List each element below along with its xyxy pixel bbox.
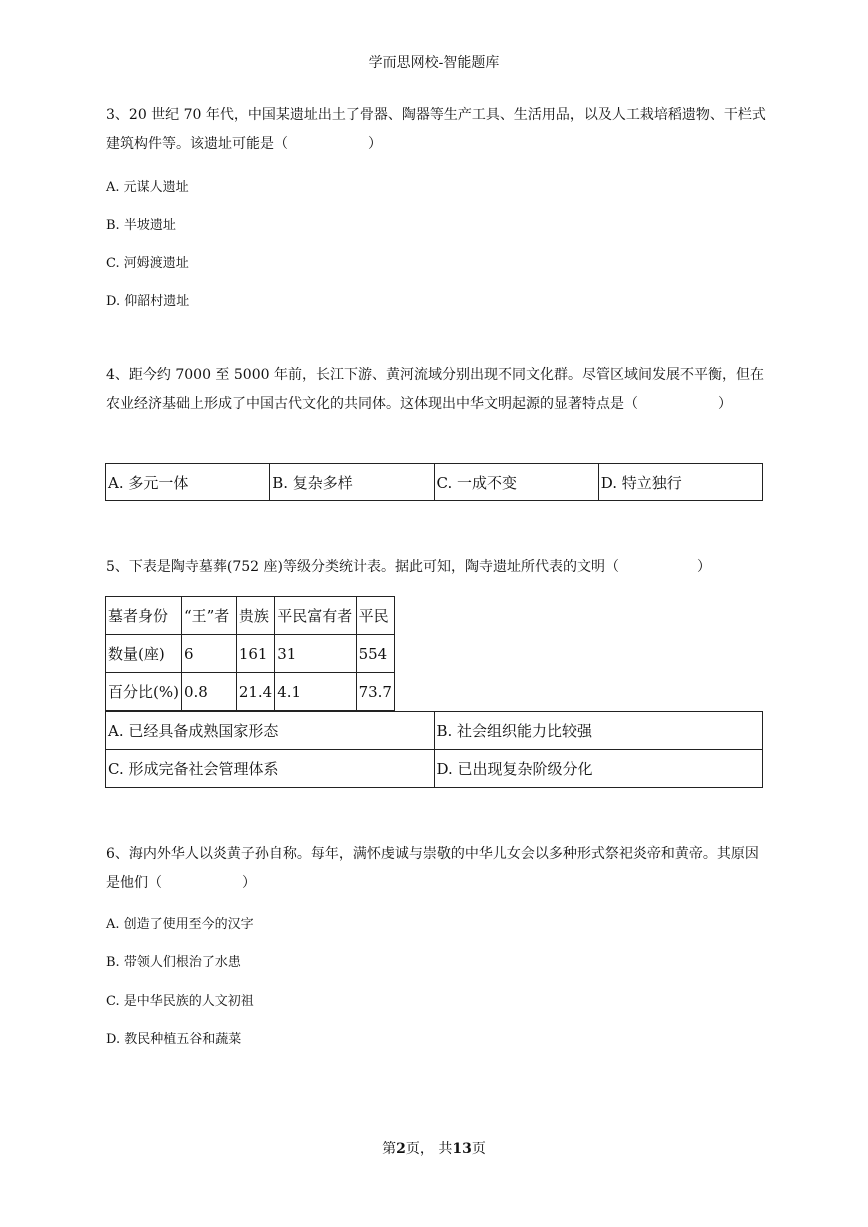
question-3-paren: ） — [368, 136, 382, 152]
table-cell: 数量(座) — [106, 635, 182, 673]
question-4-options-table — [105, 463, 763, 501]
question-5-data-table — [105, 596, 395, 711]
question-6-paren: ） — [242, 875, 256, 891]
table-cell: 墓者身份 — [106, 597, 182, 635]
table-cell: 554 — [356, 635, 394, 673]
table-row — [106, 635, 395, 673]
footer-suffix: 页 — [471, 1141, 486, 1157]
table-cell: 0.8 — [181, 673, 236, 711]
table-cell: 平民 — [356, 597, 394, 635]
question-3-option-a: A. 元谋人遗址 — [106, 180, 189, 195]
table-row — [106, 673, 395, 711]
table-cell: 平民富有者 — [275, 597, 356, 635]
question-4-option-c: C. 一成不变 — [434, 464, 598, 501]
question-5-option-a: A. 已经具备成熟国家形态 — [106, 712, 435, 750]
question-5-text: 5、下表是陶寺墓葬(752 座)等级分类统计表。据此可知，陶寺遗址所代表的文明（ — [106, 559, 620, 575]
question-5-options-table — [105, 711, 763, 788]
question-3-option-d: D. 仰韶村遗址 — [106, 294, 190, 309]
question-4-option-d: D. 特立独行 — [598, 464, 762, 501]
page-header: 学而思网校-智能题库 — [368, 55, 500, 71]
footer-mid: 页， 共 — [405, 1141, 453, 1157]
table-cell: 6 — [181, 635, 236, 673]
question-6-option-c: C. 是中华民族的人文初祖 — [106, 994, 254, 1009]
table-cell: “王”者 — [181, 597, 236, 635]
question-6-option-b: B. 带领人们根治了水患 — [106, 955, 241, 970]
question-5-stem — [106, 553, 766, 582]
footer-total-pages: 13 — [452, 1141, 472, 1157]
question-3-text: 3、20 世纪 70 年代，中国某遗址出土了骨器、陶器等生产工具、生活用品，以及人工栽培稻遗物、干栏式建筑构件等。该遗址可能是（ — [106, 107, 766, 152]
question-5-paren: ） — [697, 559, 712, 575]
table-cell: 161 — [236, 635, 274, 673]
table-cell: 贵族 — [236, 597, 274, 635]
table-cell: 31 — [275, 635, 356, 673]
question-6-option-d: D. 教民种植五谷和蔬菜 — [106, 1032, 242, 1047]
question-3-option-c: C. 河姆渡遗址 — [106, 256, 189, 271]
question-4-paren: ） — [718, 396, 732, 412]
table-cell: 21.4 — [236, 673, 274, 711]
table-cell: 百分比(%) — [106, 673, 182, 711]
question-6-stem — [106, 840, 766, 898]
question-3-option-b: B. 半坡遗址 — [106, 218, 176, 233]
question-4-stem — [106, 361, 766, 419]
question-6-text: 6、海内外华人以炎黄子孙自称。每年，满怀虔诚与崇敬的中华儿女会以多种形式祭祀炎帝和黄帝。其原因是他们（ — [106, 846, 759, 891]
footer-prefix: 第 — [382, 1141, 397, 1157]
page-footer — [0, 1138, 868, 1158]
question-3-stem — [106, 101, 766, 159]
question-5-option-d: D. 已出现复杂阶级分化 — [434, 750, 763, 788]
question-4-text: 4、距今约 7000 至 5000 年前，长江下游、黄河流域分别出现不同文化群。尽管区域间发展不平衡，但在农业经济基础上形成了中国古代文化的共同体。这体现出中华文明起源的显著特点是（ — [106, 367, 764, 412]
table-cell: 73.7 — [356, 673, 394, 711]
question-6-option-a: A. 创造了使用至今的汉字 — [106, 917, 254, 932]
table-row — [106, 597, 395, 635]
question-5-option-b: B. 社会组织能力比较强 — [434, 712, 763, 750]
footer-page-number: 2 — [396, 1141, 406, 1157]
question-5-option-c: C. 形成完备社会管理体系 — [106, 750, 435, 788]
question-4-option-b: B. 复杂多样 — [270, 464, 434, 501]
question-4-option-a: A. 多元一体 — [106, 464, 270, 501]
table-cell: 4.1 — [275, 673, 356, 711]
